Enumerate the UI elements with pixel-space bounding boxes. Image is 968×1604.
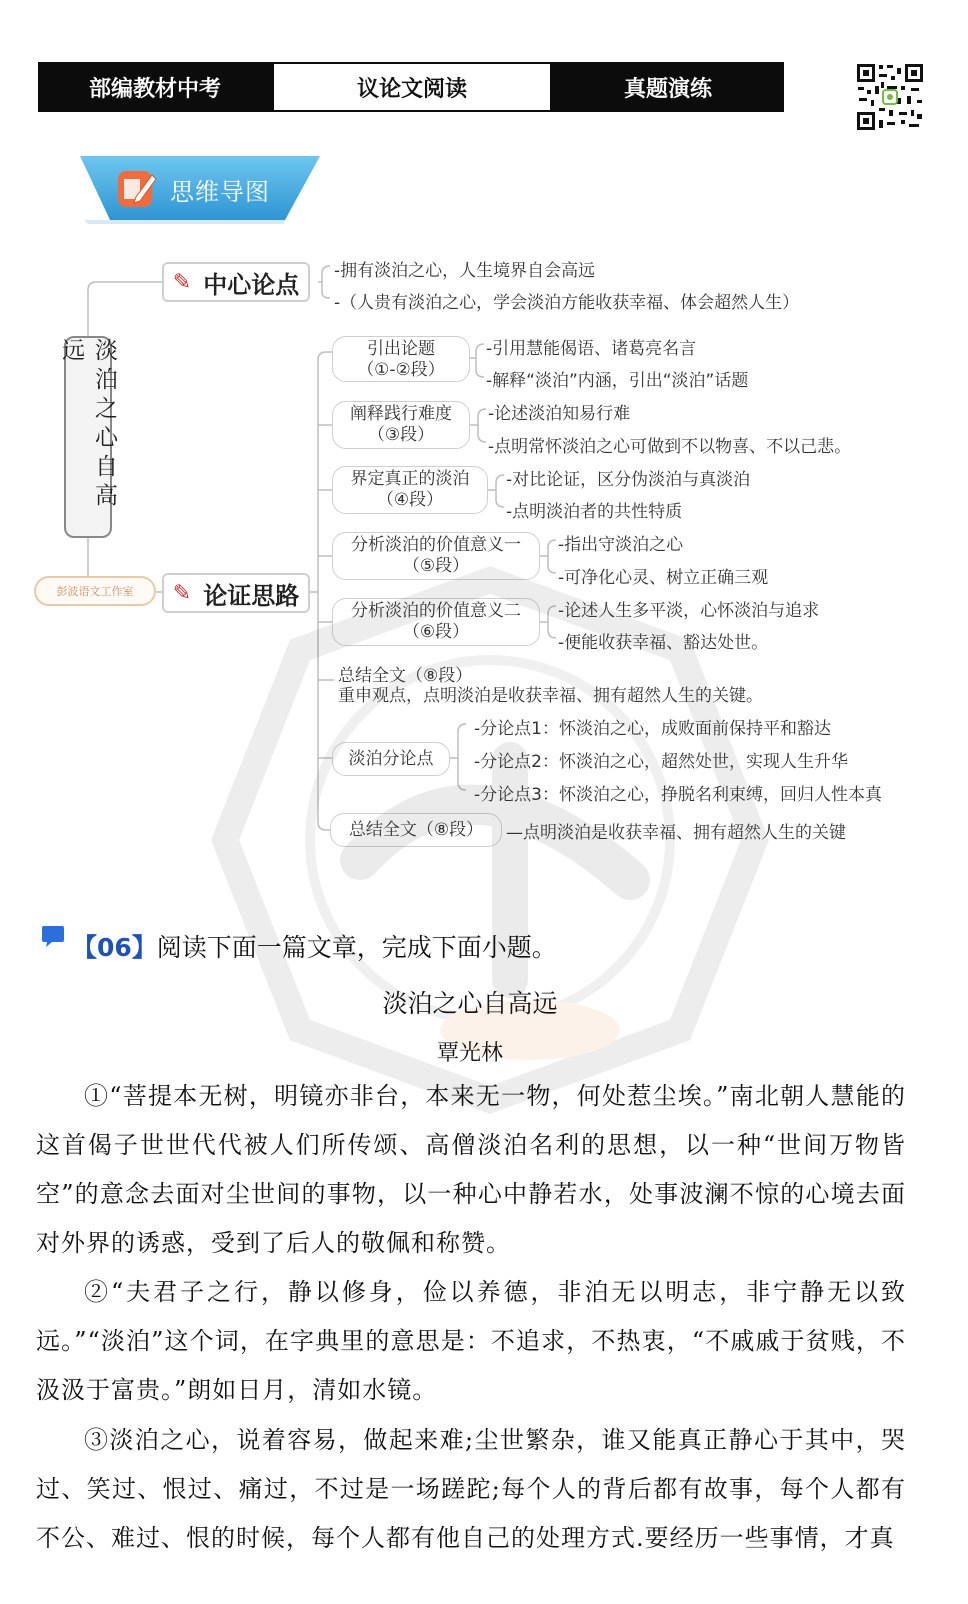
step-title: 阐释践行难度 (350, 404, 452, 424)
final-item: —点明淡泊是收获幸福、拥有超然人生的关键 (506, 823, 846, 843)
question-header (72, 928, 557, 964)
question-number: 【06】 (72, 933, 157, 962)
mindmap-title: 淡泊之心自高远 (64, 336, 112, 538)
step-node (332, 336, 470, 382)
step-item: -对比论证，区分伪淡泊与真淡泊 (506, 470, 751, 490)
step-item: -论述淡泊知易行难 (488, 404, 631, 424)
step-node (332, 466, 488, 514)
step-title: 界定真正的淡泊 (350, 469, 470, 489)
step-item: -论述人生多平淡，心怀淡泊与追求 (558, 601, 820, 621)
summary-text: 重申观点，点明淡泊是收获幸福、拥有超然人生的关键。 (338, 686, 763, 706)
sub-point: -分论点2：怀淡泊之心，超然处世，实现人生升华 (474, 752, 848, 772)
step-title: 引出论题 (367, 339, 435, 359)
article-paragraph: ②“夫君子之行，静以修身，俭以养德，非泊无以明志，非宁静无以致远。”“淡泊”这个词，在字典里的意思是：不追求，不热衷，“不戚戚于贫贱，不汲汲于富贵。”朗如日月，清如水镜。 (36, 1278, 906, 1404)
step-item: -便能收获幸福、豁达处世。 (558, 633, 769, 653)
thesis-label: 中心论点 (203, 270, 300, 299)
step-paragraphs: （④段） (376, 490, 444, 510)
question-prompt: 阅读下面一篇文章，完成下面小题。 (156, 933, 557, 962)
header-right-tab: 真题演练 (552, 62, 784, 112)
sub-points-node: 淡泊分论点 (332, 742, 450, 776)
step-paragraphs: （⑤段） (402, 556, 470, 576)
thesis-node (162, 262, 310, 302)
sub-point: -分论点3：怀淡泊之心，挣脱名利束缚，回归人性本真 (474, 785, 882, 805)
article-author: 覃光林 (436, 1041, 503, 1066)
banner-label: 思维导图 (170, 178, 270, 206)
final-node: 总结全文（⑧段） (330, 813, 502, 847)
step-item: -可净化心灵、树立正确三观 (558, 568, 769, 588)
header-left-tab: 部编教材中考 (38, 62, 272, 112)
studio-stamp: 彭波语文工作室 (34, 576, 156, 606)
article-title: 淡泊之心自高远 (382, 989, 558, 1018)
sub-point: -分论点1：怀淡泊之心，成败面前保持平和豁达 (474, 719, 831, 739)
step-title: 分析淡泊的价值意义一 (351, 535, 521, 555)
step-item: -指出守淡泊之心 (558, 535, 684, 555)
summary-title: 总结全文（⑧段） (338, 666, 473, 686)
pencil-icon: ✎ (172, 269, 192, 295)
step-title: 分析淡泊的价值意义二 (351, 601, 521, 621)
step-paragraphs: （③段） (367, 425, 435, 445)
step-item: -解释“淡泊”内涵，引出“淡泊”话题 (486, 371, 749, 391)
thesis-item: -拥有淡泊之心，人生境界自会高远 (334, 261, 596, 281)
step-item: -引用慧能偈语、诸葛亮名言 (486, 339, 697, 359)
step-node (332, 401, 470, 449)
pencil-icon: ✎ (172, 580, 192, 606)
article-paragraph: ③淡泊之心，说着容易，做起来难;尘世繁杂，谁又能真正静心于其中，哭过、笑过、恨过、痛过，不过是一场蹉跎;每个人的背后都有故事，每个人都有不公、难过、恨的时候，每个人都有他自己的处理方式.要经历一些事情，才真 (36, 1426, 906, 1552)
step-paragraphs: （①-②段） (357, 360, 445, 380)
thesis-item: -（人贵有淡泊之心，学会淡泊方能收获幸福、体会超然人生） (334, 293, 800, 313)
step-item: -点明淡泊者的共性特质 (506, 502, 683, 522)
header-middle-tab: 议论文阅读 (272, 62, 552, 112)
question-bookmark-icon (40, 924, 66, 948)
article-paragraph: ①“菩提本无树，明镜亦非台，本来无一物，何处惹尘埃。”南北朝人慧能的这首偈子世世代代被人们所传颂、高僧淡泊名利的思想，以一种“世间万物皆空”的意念去面对尘世间的事物，以一种心中静若水，处事波澜不惊的心境去面对外界的诱惑，受到了后人的敬佩和称赞。 (36, 1082, 906, 1257)
step-item: -点明常怀淡泊之心可做到不以物喜、不以己悲。 (488, 437, 852, 457)
step-paragraphs: （⑥段） (402, 622, 470, 642)
argument-label: 论证思路 (203, 581, 300, 610)
